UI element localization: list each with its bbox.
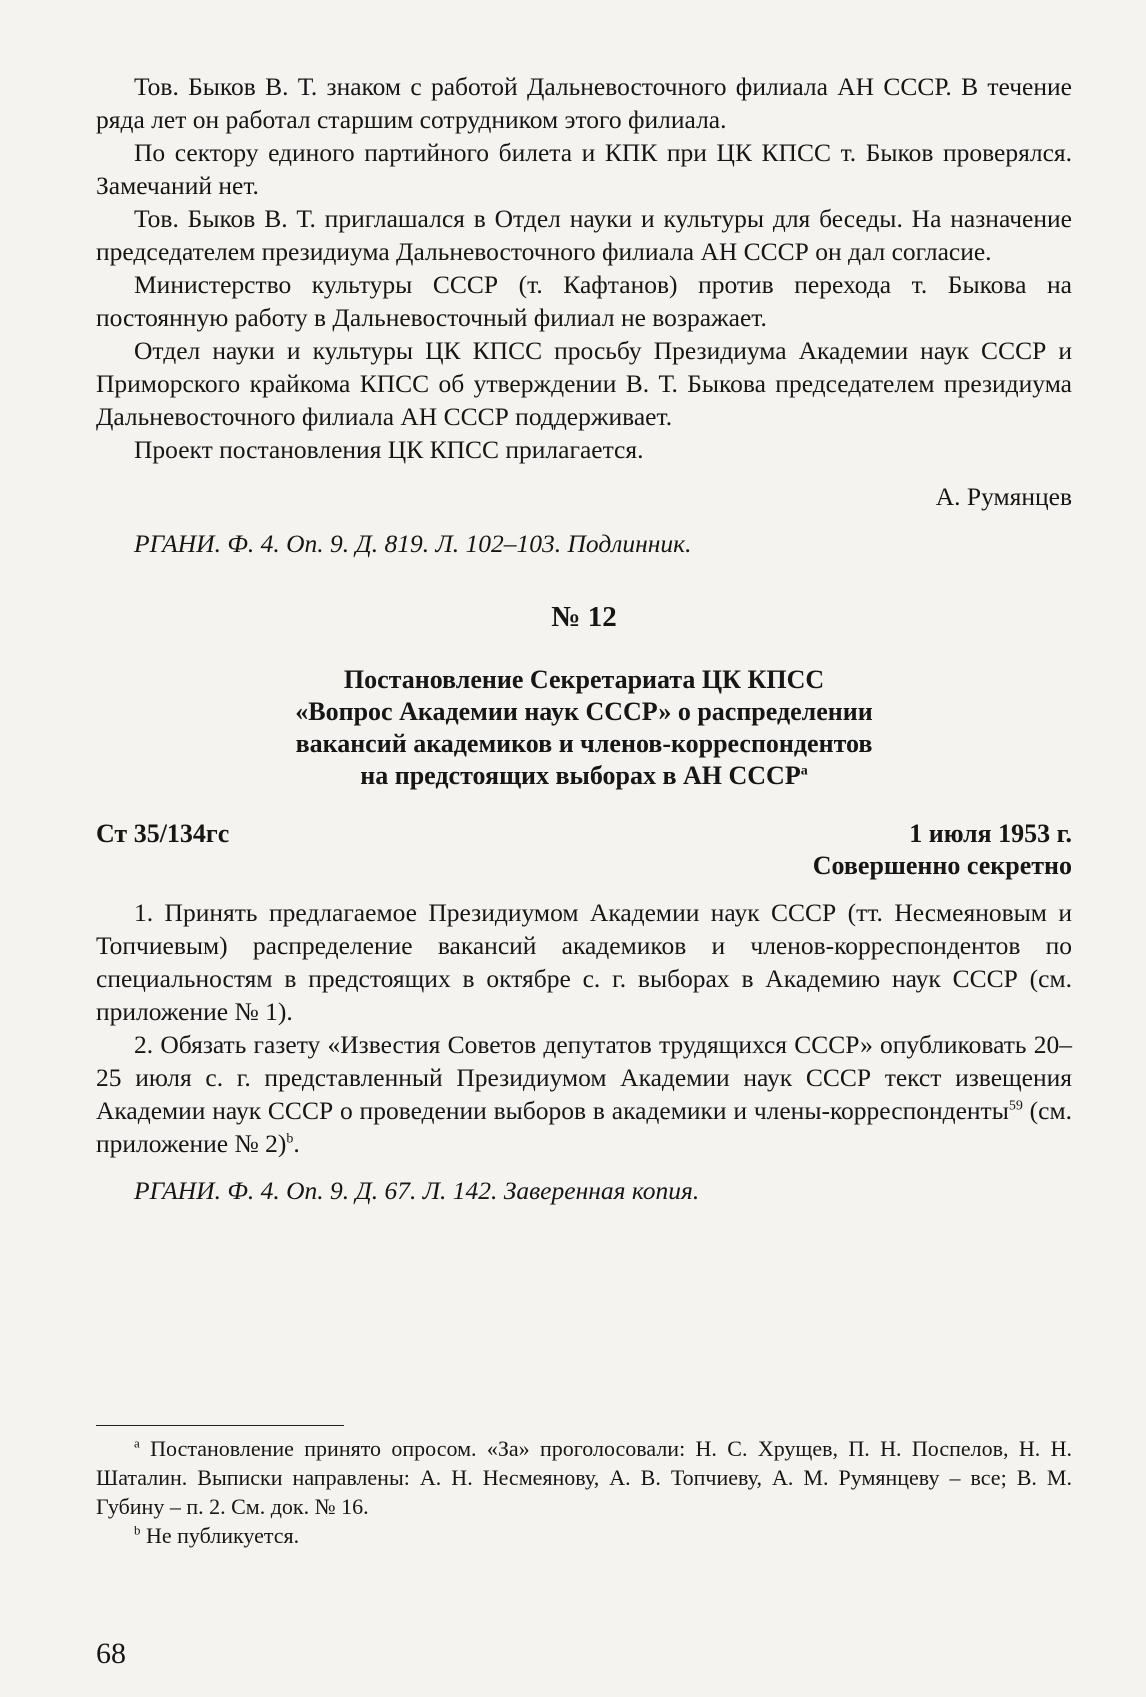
footnote-marker: a xyxy=(134,1435,140,1451)
point-2-text: 2. Обязать газету «Известия Советов депутатов трудящихся СССР» опубликовать 20–25 июля с. г. представленный Президиумом Академии наук СССР текст извещения Академии наук СССР о проведении выборов в академики и члены-корреспонденты xyxy=(96,1030,1072,1125)
paragraph: Тов. Быков В. Т. знаком с работой Дальневосточного филиала АН СССР. В течение ряда лет он работал старшим сотрудником этого филиала. xyxy=(96,72,1072,134)
archive-source: РГАНИ. Ф. 4. Оп. 9. Д. 67. Л. 142. Заверенная копия. xyxy=(134,1176,700,1205)
point-2-tail: (см. приложение № 2) xyxy=(96,1096,1072,1158)
footnote-divider xyxy=(96,1425,344,1426)
title-line-text: на предстоящих выборах в АН СССР xyxy=(360,761,801,790)
footnote-text: Не публикуется. xyxy=(140,1523,300,1548)
footnote-b xyxy=(96,1521,1072,1550)
footnote-marker: а xyxy=(800,763,808,779)
page-number: 68 xyxy=(96,1637,126,1670)
paragraph: Тов. Быков В. Т. приглашался в Отдел науки и культуры для беседы. На назначение председателем президиума Дальневосточного филиала АН СССР он дал согласие. xyxy=(96,204,1072,266)
document-date: 1 июля 1953 г. xyxy=(909,819,1072,848)
paragraph: Отдел науки и культуры ЦК КПСС просьбу Президиума Академии наук СССР и Приморского крайкома КПСС об утверждении В. Т. Быкова председателем президиума Дальневосточного филиала АН СССР поддерживает. xyxy=(96,336,1072,431)
endnote-ref: 59 xyxy=(1008,1098,1023,1114)
footnote-marker: b xyxy=(286,1131,294,1147)
title-line xyxy=(96,760,1072,792)
document-meta xyxy=(96,818,1072,850)
footnote-marker: b xyxy=(134,1522,141,1538)
registration-number: Ст 35/134гс xyxy=(96,819,230,848)
footnote-text: Постановление принято опросом. «За» проголосовали: Н. С. Хрущев, П. Н. Поспелов, Н. Н. Шаталин. Выписки направлены: А. Н. Несмеянову, А. В. Топчиеву, А. М. Румянцеву – все; В. М. Губину – п. 2. См. док. № 16. xyxy=(96,1436,1072,1519)
paragraph: Министерство культуры СССР (т. Кафтанов) против перехода т. Быкова на постоянную работу в Дальневосточный филиал не возражает. xyxy=(96,270,1072,332)
point-2-end: . xyxy=(293,1129,300,1158)
title-line: вакансий академиков и членов-корреспондентов xyxy=(295,729,873,758)
document-number: № 12 xyxy=(551,601,617,633)
resolution-point-1: 1. Принять предлагаемое Президиумом Академии наук СССР (тт. Несмеяновым и Топчиевым) распределение вакансий академиков и членов-корреспондентов по специальностям в предстоящих в октябре с. г. выборах в Академию наук СССР (см. приложение № 1). xyxy=(96,898,1072,1026)
paragraph: По сектору единого партийного билета и КПК при ЦК КПСС т. Быков проверялся. Замечаний нет. xyxy=(96,138,1072,200)
signature: А. Румянцев xyxy=(935,482,1072,511)
title-line: Постановление Секретариата ЦК КПСС xyxy=(343,665,825,694)
paragraph: Проект постановления ЦК КПСС прилагается. xyxy=(134,435,644,464)
title-line: «Вопрос Академии наук СССР» о распределении xyxy=(295,697,873,726)
classification: Совершенно секретно xyxy=(812,851,1072,880)
resolution-point-2 xyxy=(96,1028,1072,1160)
footnote-a xyxy=(96,1434,1072,1521)
document-page xyxy=(96,70,1072,1550)
document-title xyxy=(96,664,1072,792)
archive-source: РГАНИ. Ф. 4. Оп. 9. Д. 819. Л. 102–103. Подлинник. xyxy=(134,529,692,558)
